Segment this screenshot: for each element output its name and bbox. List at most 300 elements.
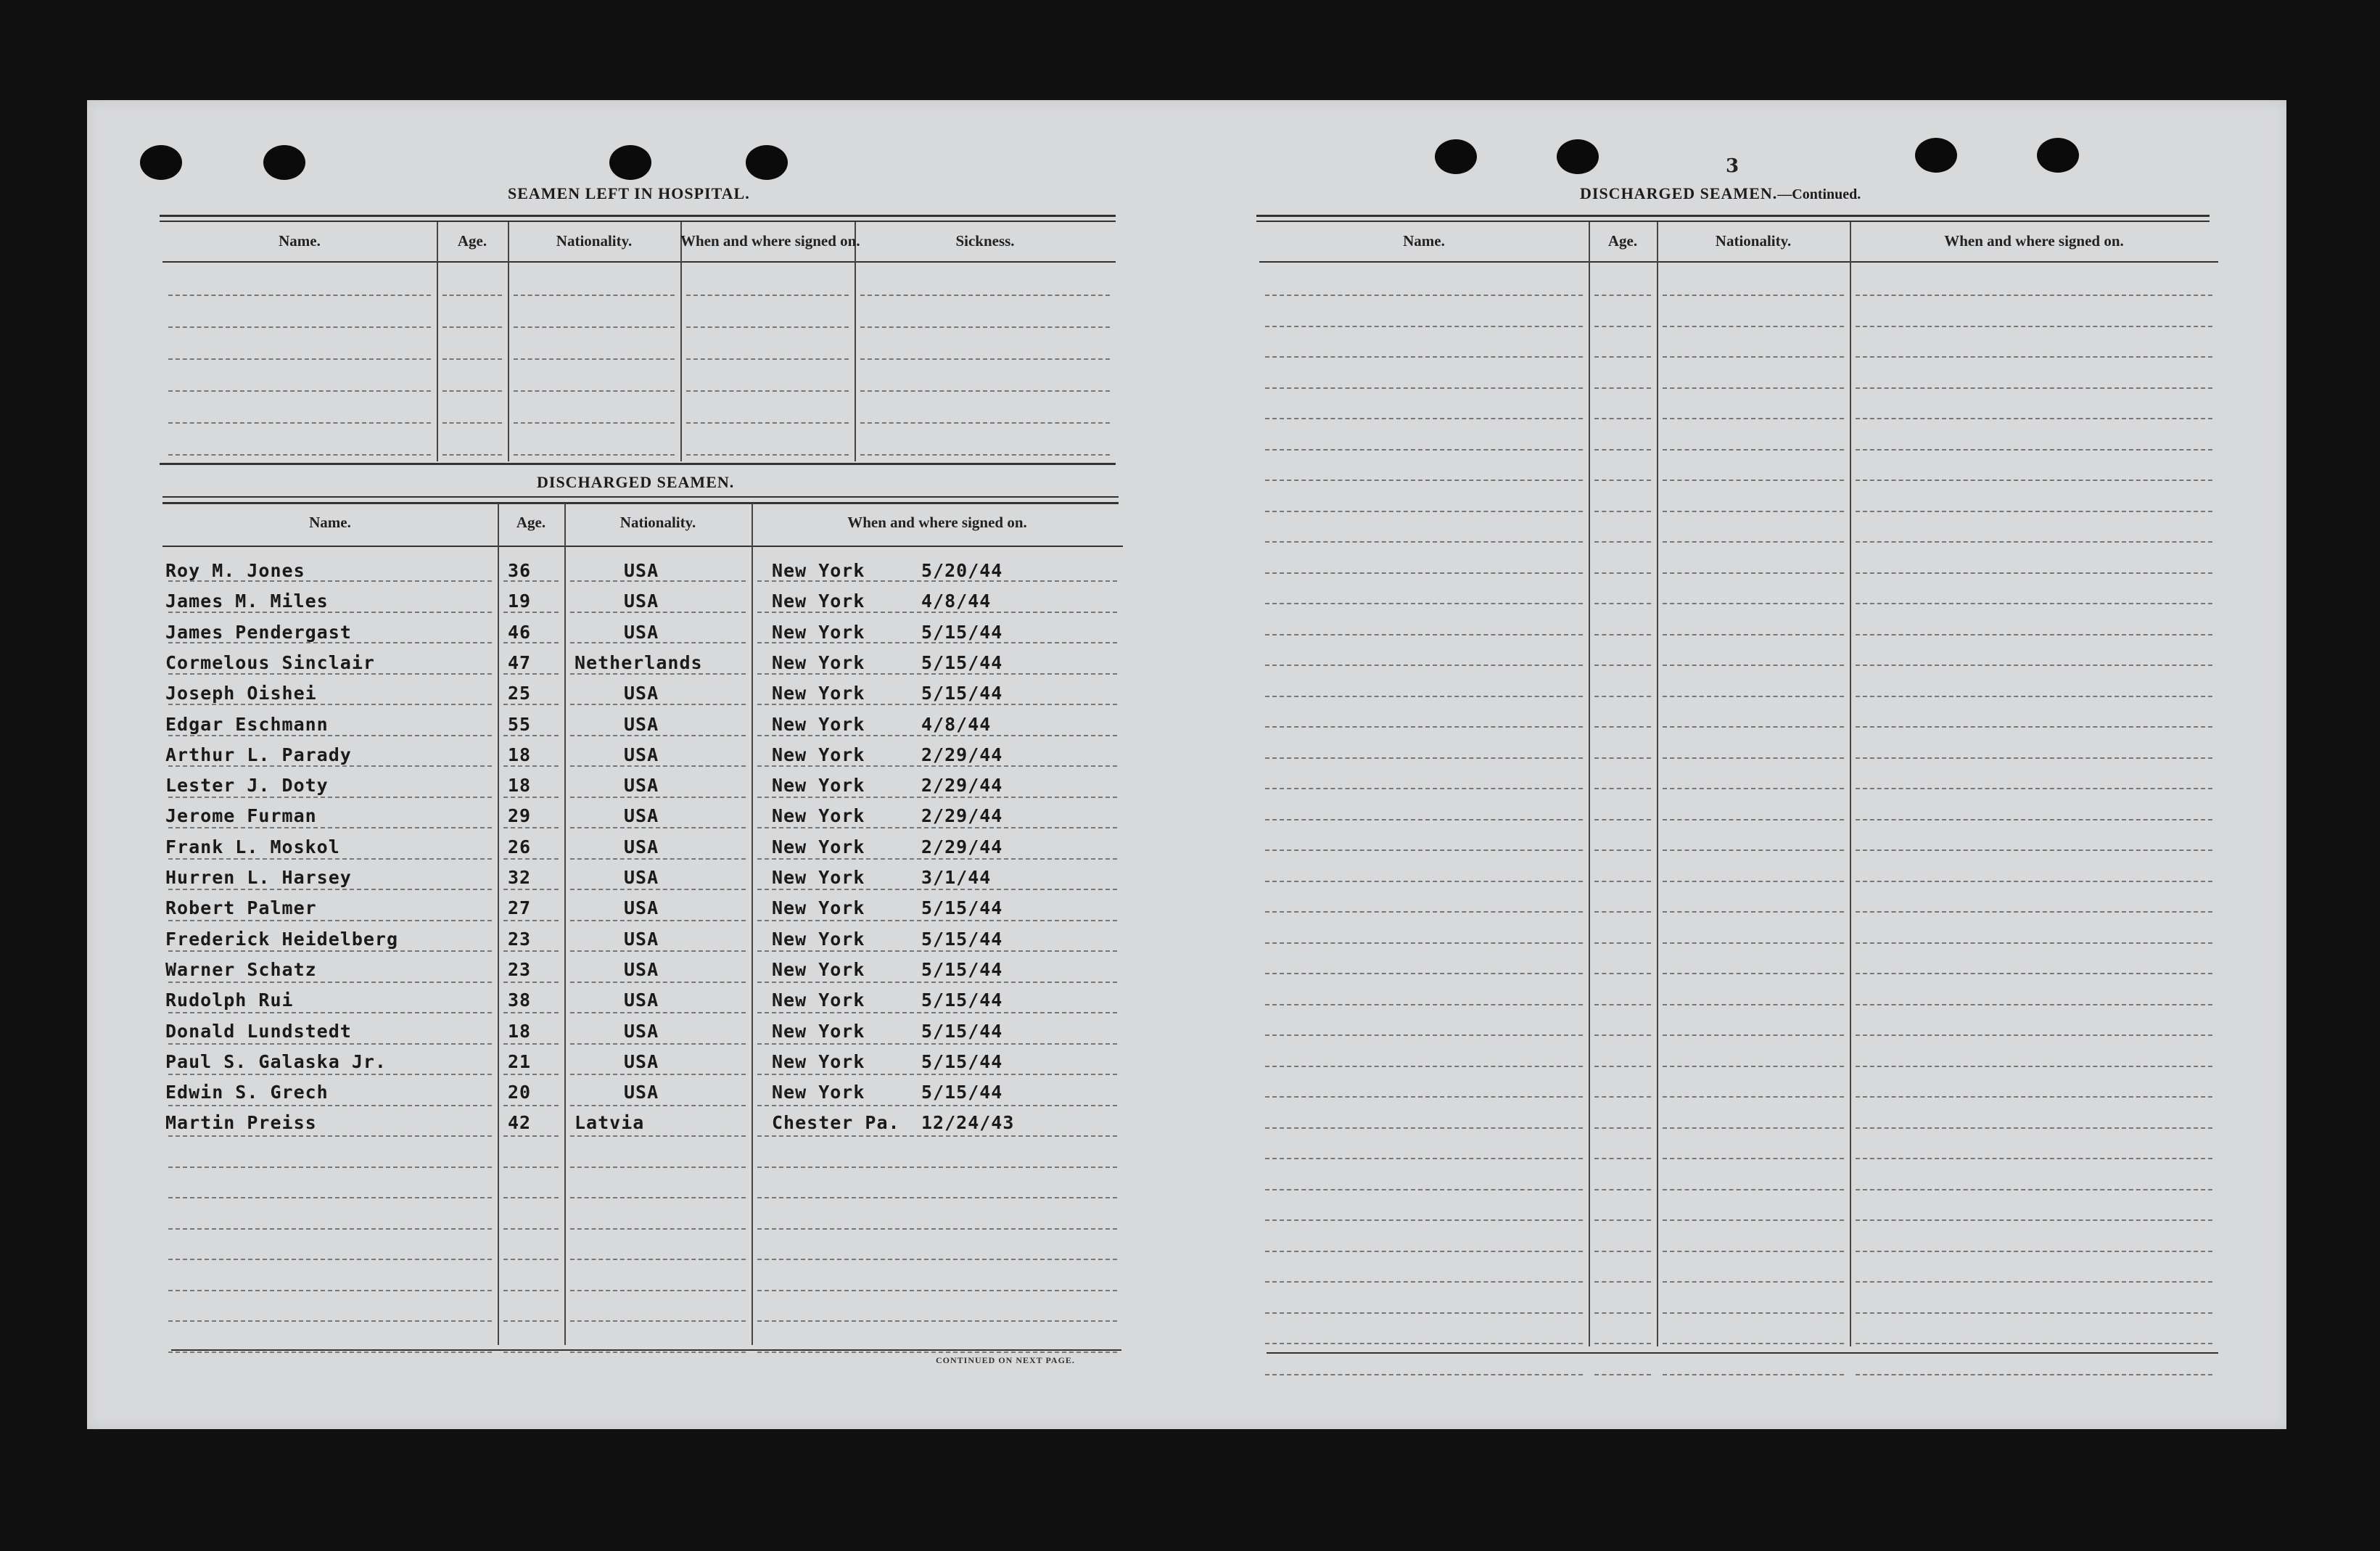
ledger-sheet	[87, 100, 2286, 1429]
ruled-line	[860, 358, 1110, 360]
ruled-line	[168, 797, 492, 798]
ruled-line	[1265, 603, 1583, 604]
ruled-line	[1856, 1343, 2212, 1344]
ruled-line	[1663, 942, 1844, 944]
column-header: When and where signed on.	[680, 232, 860, 250]
discharged-section-title: DISCHARGED SEAMEN.	[537, 473, 735, 491]
ruled-line	[1856, 1158, 2212, 1159]
ruled-line	[1663, 326, 1844, 327]
seaman-nationality: Latvia	[575, 1112, 645, 1134]
ruled-line	[1663, 1004, 1844, 1005]
ruled-line	[1265, 1281, 1583, 1283]
ruled-line	[168, 735, 492, 736]
ruled-line	[1265, 1066, 1583, 1067]
ruled-line	[757, 920, 1117, 921]
ruled-line	[1663, 1034, 1844, 1036]
ruled-line	[1265, 1343, 1583, 1344]
seaman-age: 20	[508, 1082, 532, 1103]
ruled-line	[1594, 788, 1651, 789]
ruled-line	[168, 295, 431, 296]
ruled-line	[1594, 1066, 1651, 1067]
ruled-line	[1663, 511, 1844, 512]
ruled-line	[757, 797, 1117, 798]
ruled-line	[1594, 726, 1651, 728]
ruled-line	[1594, 1004, 1651, 1005]
ruled-line	[1663, 449, 1844, 451]
column-divider	[508, 222, 509, 461]
signed-on-date: 5/15/44	[921, 990, 1003, 1011]
signed-on-place: New York	[772, 591, 865, 612]
ruled-line	[503, 982, 559, 983]
ruled-line	[1594, 572, 1651, 574]
ruled-line	[1265, 819, 1583, 820]
rule	[1256, 215, 2210, 217]
ruled-line	[503, 1259, 559, 1260]
column-header: Age.	[1607, 232, 1638, 250]
ruled-line	[686, 358, 849, 360]
ruled-line	[570, 920, 746, 921]
ruled-line	[168, 1320, 492, 1322]
ruled-line	[757, 1197, 1117, 1198]
seaman-nationality: USA	[624, 990, 659, 1011]
ruled-line	[1663, 757, 1844, 759]
ruled-line	[514, 295, 675, 296]
ruled-line	[1663, 696, 1844, 697]
ruled-line	[1856, 726, 2212, 728]
ruled-line	[1265, 942, 1583, 944]
ruled-line	[168, 1290, 492, 1291]
column-header: When and where signed on.	[847, 514, 1027, 531]
ruled-line	[570, 1135, 746, 1137]
seaman-nationality: USA	[624, 713, 659, 735]
signed-on-place: New York	[772, 958, 865, 980]
ruled-line	[1663, 1219, 1844, 1221]
seaman-nationality: Netherlands	[575, 651, 703, 673]
ruled-line	[1594, 881, 1651, 882]
seaman-name: James M. Miles	[165, 591, 329, 612]
ruled-line	[1594, 295, 1651, 296]
signed-on-place: New York	[772, 1082, 865, 1103]
seaman-nationality: USA	[624, 1020, 659, 1042]
rule	[160, 215, 1116, 217]
ruled-line	[1663, 1096, 1844, 1098]
ruled-line	[570, 765, 746, 767]
ruled-line	[570, 1352, 746, 1353]
ruled-line	[757, 765, 1117, 767]
signed-on-place: New York	[772, 775, 865, 797]
ruled-line	[1856, 356, 2212, 358]
ruled-line	[1856, 1096, 2212, 1098]
punch-hole	[1557, 139, 1599, 174]
punch-hole	[1435, 139, 1477, 174]
ruled-line	[1663, 665, 1844, 666]
ruled-line	[570, 797, 746, 798]
seaman-name: Jerome Furman	[165, 805, 317, 827]
ruled-line	[1594, 849, 1651, 851]
ruled-line	[503, 1290, 559, 1291]
seaman-age: 23	[508, 928, 532, 950]
ruled-line	[1663, 418, 1844, 419]
ruled-line	[168, 1012, 492, 1013]
seaman-name: Edwin S. Grech	[165, 1082, 329, 1103]
page-number: 3	[1726, 155, 1739, 177]
ruled-line	[168, 1352, 492, 1353]
ruled-line	[1265, 1034, 1583, 1036]
ruled-line	[168, 765, 492, 767]
ruled-line	[1663, 726, 1844, 728]
ruled-line	[1856, 295, 2212, 296]
punch-hole	[2037, 138, 2079, 173]
ruled-line	[503, 1228, 559, 1230]
ruled-line	[168, 704, 492, 705]
seaman-age: 36	[508, 560, 532, 581]
ruled-line	[503, 1043, 559, 1045]
signed-on-date: 5/15/44	[921, 958, 1003, 980]
ruled-line	[514, 326, 675, 328]
ruled-line	[1594, 387, 1651, 389]
header-rule	[1259, 261, 2218, 263]
seaman-nationality: USA	[624, 775, 659, 797]
ruled-line	[1663, 541, 1844, 543]
ruled-line	[168, 358, 431, 360]
seaman-age: 47	[508, 651, 532, 673]
seaman-name: Lester J. Doty	[165, 775, 329, 797]
ruled-line	[1265, 418, 1583, 419]
rule	[1256, 221, 2210, 222]
column-divider	[1850, 222, 1851, 1346]
ruled-line	[1265, 1004, 1583, 1005]
ruled-line	[1265, 911, 1583, 913]
column-header: Name.	[279, 232, 321, 250]
signed-on-place: New York	[772, 1050, 865, 1072]
ruled-line	[1594, 1374, 1651, 1375]
ruled-line	[570, 950, 746, 952]
ruled-line	[503, 735, 559, 736]
header-rule	[162, 261, 1116, 263]
ruled-line	[757, 704, 1117, 705]
seaman-name: Warner Schatz	[165, 958, 317, 980]
ruled-line	[168, 1228, 492, 1230]
ruled-line	[168, 858, 492, 860]
ruled-line	[1663, 1127, 1844, 1129]
ruled-line	[686, 454, 849, 456]
ruled-line	[1856, 849, 2212, 851]
ruled-line	[1663, 1251, 1844, 1252]
seaman-age: 27	[508, 897, 532, 919]
seaman-name: Edgar Eschmann	[165, 713, 329, 735]
discharged-continued-title	[1580, 184, 1861, 203]
seaman-name: Donald Lundstedt	[165, 1020, 352, 1042]
ruled-line	[1856, 1034, 2212, 1036]
signed-on-date: 2/29/44	[921, 836, 1003, 857]
seaman-name: Robert Palmer	[165, 897, 317, 919]
ruled-line	[1594, 326, 1651, 327]
ruled-line	[1663, 1374, 1844, 1375]
ruled-line	[442, 326, 502, 328]
punch-hole	[746, 145, 788, 180]
seaman-nationality: USA	[624, 867, 659, 888]
seaman-age: 32	[508, 867, 532, 888]
ruled-line	[757, 1105, 1117, 1106]
ruled-line	[686, 390, 849, 392]
ruled-line	[1663, 788, 1844, 789]
seaman-nationality: USA	[624, 621, 659, 643]
signed-on-date: 2/29/44	[921, 805, 1003, 827]
column-header: When and where signed on.	[1944, 232, 2124, 250]
seaman-name: Joseph Oishei	[165, 683, 317, 704]
ruled-line	[1856, 603, 2212, 604]
ruled-line	[1663, 1312, 1844, 1314]
signed-on-date: 5/15/44	[921, 1020, 1003, 1042]
ruled-line	[1594, 1158, 1651, 1159]
ruled-line	[503, 920, 559, 921]
ruled-line	[757, 1228, 1117, 1230]
ruled-line	[1594, 1034, 1651, 1036]
ruled-line	[1856, 1127, 2212, 1129]
ruled-line	[757, 1043, 1117, 1045]
seaman-age: 25	[508, 683, 532, 704]
ruled-line	[503, 1167, 559, 1168]
ruled-line	[1594, 911, 1651, 913]
ruled-line	[1856, 418, 2212, 419]
ruled-line	[1265, 1251, 1583, 1252]
column-header: Name.	[309, 514, 351, 531]
signed-on-date: 5/20/44	[921, 560, 1003, 581]
seaman-nationality: USA	[624, 897, 659, 919]
ruled-line	[1856, 696, 2212, 697]
ruled-line	[1265, 449, 1583, 451]
ruled-line	[1594, 418, 1651, 419]
rule	[171, 1349, 1121, 1351]
ruled-line	[503, 1074, 559, 1075]
ruled-line	[757, 827, 1117, 828]
ruled-line	[1265, 881, 1583, 882]
ruled-line	[503, 704, 559, 705]
ruled-line	[1265, 973, 1583, 974]
ruled-line	[1265, 634, 1583, 635]
column-divider	[855, 222, 856, 461]
seaman-name: Frank L. Moskol	[165, 836, 340, 857]
ruled-line	[1856, 480, 2212, 481]
seaman-age: 29	[508, 805, 532, 827]
header-rule	[162, 546, 1123, 547]
column-header: Name.	[1403, 232, 1445, 250]
seaman-age: 38	[508, 990, 532, 1011]
ruled-line	[168, 1259, 492, 1260]
ruled-line	[860, 390, 1110, 392]
ruled-line	[570, 1043, 746, 1045]
column-divider	[437, 222, 438, 461]
signed-on-date: 4/8/44	[921, 713, 992, 735]
seaman-nationality: USA	[624, 958, 659, 980]
ruled-line	[1594, 1312, 1651, 1314]
ruled-line	[1594, 1096, 1651, 1098]
ruled-line	[1856, 1189, 2212, 1190]
ruled-line	[1663, 1158, 1844, 1159]
ruled-line	[1663, 911, 1844, 913]
ruled-line	[1663, 356, 1844, 358]
continued-suffix: —Continued.	[1777, 186, 1861, 202]
ruled-line	[503, 1197, 559, 1198]
ruled-line	[168, 920, 492, 921]
ruled-line	[1856, 1374, 2212, 1375]
signed-on-date: 4/8/44	[921, 591, 992, 612]
seaman-age: 18	[508, 775, 532, 797]
ruled-line	[1856, 1312, 2212, 1314]
seaman-nationality: USA	[624, 560, 659, 581]
ruled-line	[1265, 757, 1583, 759]
seaman-nationality: USA	[624, 744, 659, 765]
ruled-line	[1594, 603, 1651, 604]
rule	[160, 221, 1116, 222]
seaman-name: Roy M. Jones	[165, 560, 305, 581]
ruled-line	[514, 358, 675, 360]
ruled-line	[1594, 973, 1651, 974]
seaman-name: Paul S. Galaska Jr.	[165, 1050, 387, 1072]
ruled-line	[1265, 572, 1583, 574]
seaman-nationality: USA	[624, 591, 659, 612]
ruled-line	[570, 1074, 746, 1075]
ruled-line	[1594, 356, 1651, 358]
ruled-line	[757, 1352, 1117, 1353]
ruled-line	[1594, 942, 1651, 944]
ruled-line	[686, 326, 849, 328]
ruled-line	[860, 295, 1110, 296]
ruled-line	[757, 858, 1117, 860]
ruled-line	[1594, 449, 1651, 451]
ruled-line	[168, 1074, 492, 1075]
ruled-line	[1265, 1374, 1583, 1375]
signed-on-place: New York	[772, 928, 865, 950]
ruled-line	[860, 454, 1110, 456]
seaman-age: 42	[508, 1112, 532, 1134]
signed-on-place: New York	[772, 744, 865, 765]
ruled-line	[570, 735, 746, 736]
ruled-line	[1856, 819, 2212, 820]
seaman-age: 18	[508, 1020, 532, 1042]
ruled-line	[570, 1320, 746, 1322]
ruled-line	[168, 1105, 492, 1106]
signed-on-place: New York	[772, 713, 865, 735]
ruled-line	[1594, 634, 1651, 635]
ruled-line	[757, 1290, 1117, 1291]
ruled-line	[1856, 973, 2212, 974]
seaman-nationality: USA	[624, 928, 659, 950]
ruled-line	[1663, 973, 1844, 974]
rule	[160, 463, 1116, 465]
ruled-line	[1265, 696, 1583, 697]
ruled-line	[686, 295, 849, 296]
ruled-line	[1594, 1219, 1651, 1221]
ruled-line	[1594, 757, 1651, 759]
ruled-line	[1265, 1219, 1583, 1221]
ruled-line	[503, 1135, 559, 1137]
seaman-name: Rudolph Rui	[165, 990, 294, 1011]
ruled-line	[1856, 1066, 2212, 1067]
signed-on-date: 5/15/44	[921, 1082, 1003, 1103]
ruled-line	[757, 982, 1117, 983]
ruled-line	[1265, 480, 1583, 481]
ruled-line	[168, 454, 431, 456]
column-divider	[498, 503, 499, 1345]
ruled-line	[1663, 480, 1844, 481]
ruled-line	[860, 422, 1110, 424]
ruled-line	[168, 827, 492, 828]
ruled-line	[570, 1167, 746, 1168]
ruled-line	[686, 422, 849, 424]
ruled-line	[570, 858, 746, 860]
ruled-line	[168, 1167, 492, 1168]
ruled-line	[442, 454, 502, 456]
signed-on-date: 2/29/44	[921, 744, 1003, 765]
ruled-line	[757, 889, 1117, 890]
ruled-line	[1856, 942, 2212, 944]
ruled-line	[1663, 295, 1844, 296]
ruled-line	[442, 295, 502, 296]
ruled-line	[168, 390, 431, 392]
ruled-line	[514, 390, 675, 392]
ruled-line	[1594, 1281, 1651, 1283]
column-header: Age.	[457, 232, 487, 250]
seaman-age: 19	[508, 591, 532, 612]
ruled-line	[1856, 881, 2212, 882]
signed-on-place: New York	[772, 990, 865, 1011]
ruled-line	[503, 1012, 559, 1013]
signed-on-place: New York	[772, 867, 865, 888]
ruled-line	[442, 422, 502, 424]
ruled-line	[1856, 911, 2212, 913]
ruled-line	[1856, 1281, 2212, 1283]
ruled-line	[1856, 387, 2212, 389]
ruled-line	[168, 950, 492, 952]
column-divider	[1589, 222, 1590, 1346]
ruled-line	[1265, 356, 1583, 358]
rule	[1267, 1352, 2218, 1354]
ruled-line	[1856, 449, 2212, 451]
ruled-line	[1856, 326, 2212, 327]
signed-on-date: 5/15/44	[921, 1050, 1003, 1072]
ruled-line	[757, 1320, 1117, 1322]
ruled-line	[1663, 1281, 1844, 1283]
ruled-line	[570, 1228, 746, 1230]
ruled-line	[1856, 511, 2212, 512]
seaman-age: 23	[508, 958, 532, 980]
seaman-nationality: USA	[624, 805, 659, 827]
ruled-line	[1265, 726, 1583, 728]
column-divider	[680, 222, 682, 461]
ruled-line	[503, 1105, 559, 1106]
seaman-nationality: USA	[624, 836, 659, 857]
signed-on-place: New York	[772, 897, 865, 919]
signed-on-date: 5/15/44	[921, 897, 1003, 919]
punch-hole	[263, 145, 305, 180]
ruled-line	[1594, 541, 1651, 543]
seaman-age: 21	[508, 1050, 532, 1072]
ruled-line	[168, 326, 431, 328]
seaman-name: Arthur L. Parady	[165, 744, 352, 765]
seaman-age: 46	[508, 621, 532, 643]
ruled-line	[1856, 572, 2212, 574]
ruled-line	[757, 1135, 1117, 1137]
ruled-line	[1265, 788, 1583, 789]
signed-on-place: New York	[772, 651, 865, 673]
ruled-line	[570, 704, 746, 705]
discharged-continued-label: DISCHARGED SEAMEN.	[1580, 184, 1778, 202]
ruled-line	[757, 1259, 1117, 1260]
ruled-line	[757, 950, 1117, 952]
ruled-line	[514, 422, 675, 424]
ruled-line	[757, 1012, 1117, 1013]
